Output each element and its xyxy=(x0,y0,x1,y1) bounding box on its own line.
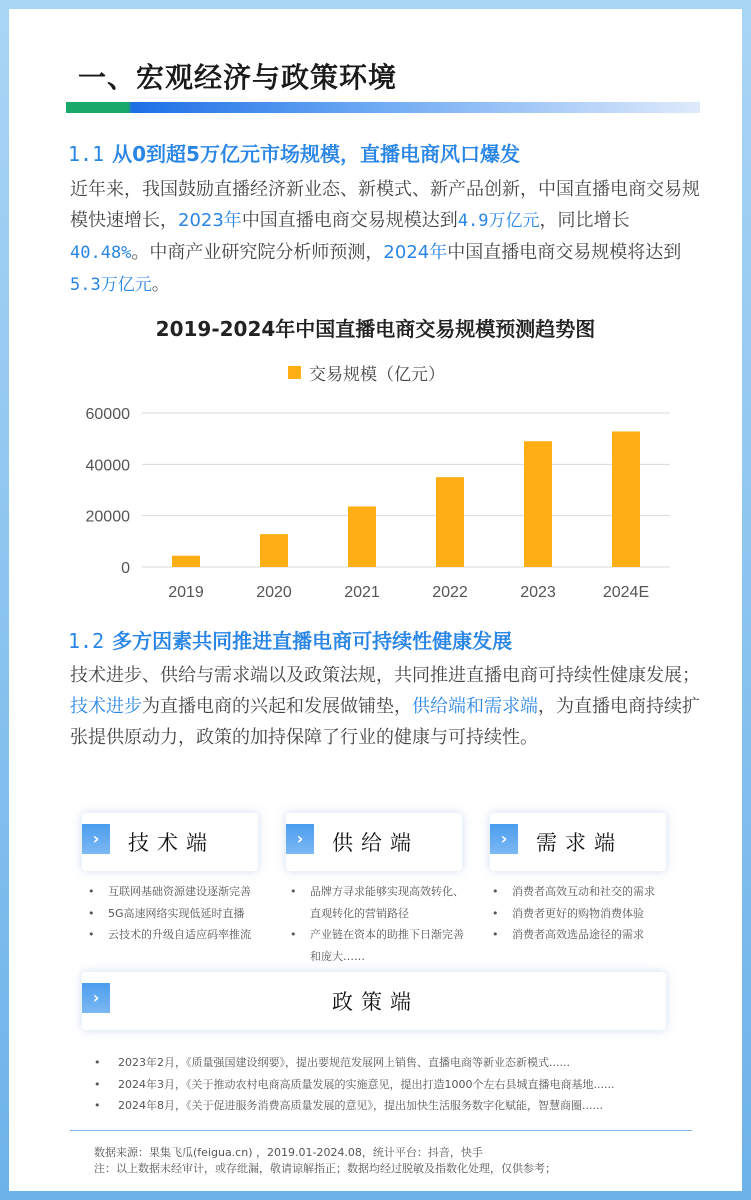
card-policy xyxy=(82,972,666,1030)
bar xyxy=(172,556,200,567)
list-item: • 2023年2月，《质量强国建设纲要》，提出要规范发展网上销售、直播电商等新业态新模式...... xyxy=(94,1052,694,1074)
s2-text-3: ，为直播电商持续扩张提供原动力，政策的加持保障了行业的健康与可持续性。 xyxy=(70,696,700,748)
list-item: • 产业链在资本的助推下日渐完善和庞大…… xyxy=(290,924,468,967)
page-title: 一、宏观经济与政策环境 xyxy=(78,61,398,94)
card-tech-list xyxy=(88,881,278,946)
card-demand-label: 需求端 xyxy=(536,831,623,855)
card-demand xyxy=(490,813,666,871)
list-item: • 品牌方寻求能够实现高效转化、直观转化的营销路径 xyxy=(290,881,468,924)
footer-note: 注：以上数据未经审计，或存纰漏，敬请谅解指正；数据均经过脱敏及指数化处理，仅供参考； xyxy=(94,1162,556,1175)
section-1-heading xyxy=(68,138,520,167)
s2-highlight-supply-demand: 供给端和需求端 xyxy=(412,696,538,717)
section-1-paragraph xyxy=(70,174,702,301)
x-tick-label: 2019 xyxy=(168,584,204,601)
s1-highlight-value-2024: 5.3万亿元 xyxy=(70,275,152,295)
x-tick-label: 2024E xyxy=(602,584,650,601)
list-item: • 互联网基础资源建设逐渐完善 xyxy=(88,881,278,903)
y-tick-label: 40000 xyxy=(85,457,130,475)
x-tick-label: 2022 xyxy=(432,584,468,601)
section-1-number: 1.1 xyxy=(68,142,105,166)
s1-text-5: 中国直播电商交易规模将达到 xyxy=(447,242,682,263)
chevron-right-icon: › xyxy=(286,824,314,854)
card-policy-list xyxy=(94,1052,694,1117)
chevron-right-icon: › xyxy=(490,824,518,854)
list-item: • 2024年8月，《关于促进服务消费高质量发展的意见》，提出加快生活服务数字化赋能，智慧商圈...... xyxy=(94,1095,694,1117)
x-tick-label: 2023 xyxy=(520,584,556,601)
bar-chart xyxy=(60,395,700,610)
s1-highlight-2023: 2023年 xyxy=(178,210,242,231)
list-item: • 2024年3月，《关于推动农村电商高质量发展的实施意见，提出打造1000个左右县城直播电商基地...... xyxy=(94,1074,694,1096)
s1-highlight-growth: 40.48% xyxy=(70,243,132,263)
s1-highlight-2024: 2024年 xyxy=(383,242,448,263)
s1-text-3: ，同比增长 xyxy=(539,210,630,231)
chevron-right-icon: › xyxy=(82,983,110,1013)
card-tech-label: 技术端 xyxy=(128,831,215,855)
chevron-right-icon: › xyxy=(82,824,110,854)
list-item: • 消费者高效选品途径的需求 xyxy=(492,924,682,946)
chart-title: 2019-2024年中国直播电商交易规模预测趋势图 xyxy=(155,317,596,341)
bar xyxy=(524,441,552,567)
card-supply-list xyxy=(290,881,468,967)
s1-text-4: 。中商产业研究院分析师预测， xyxy=(131,242,384,263)
title-underline-bar xyxy=(66,102,700,113)
card-demand-list xyxy=(492,881,682,946)
s1-text-2: 中国直播电商交易规模达到 xyxy=(241,210,458,231)
y-tick-label: 20000 xyxy=(85,508,130,526)
s1-text-1: 近年来，我国鼓励直播经济新业态、新模式、新产品创新，中国直播电商交易规模快速增长， xyxy=(70,179,700,231)
card-supply xyxy=(286,813,462,871)
bar xyxy=(348,506,376,567)
list-item: • 消费者更好的购物消费体验 xyxy=(492,903,682,925)
x-tick-label: 2020 xyxy=(256,584,292,601)
bar xyxy=(436,477,464,567)
section-1-title: 从0到超5万亿元市场规模，直播电商风口爆发 xyxy=(112,142,520,166)
list-item: • 云技术的升级自适应码率推流 xyxy=(88,924,278,946)
card-policy-label: 政策端 xyxy=(332,990,419,1014)
s2-text-2: 为直播电商的兴起和发展做铺垫， xyxy=(142,696,412,717)
card-supply-label: 供给端 xyxy=(332,831,419,855)
bar xyxy=(260,534,288,567)
x-tick-label: 2021 xyxy=(344,584,380,601)
y-tick-label: 60000 xyxy=(85,406,130,423)
footer-source: 数据来源：果集飞瓜(feigua.cn) ，2019.01-2024.08，统计平台：抖音，快手 xyxy=(94,1146,483,1159)
list-item: • 消费者高效互动和社交的需求 xyxy=(492,881,682,903)
chart-legend xyxy=(288,360,445,385)
y-tick-label: 0 xyxy=(121,560,130,577)
s2-text-1: 技术进步、供给与需求端以及政策法规，共同推进直播电商可持续性健康发展； xyxy=(70,665,700,686)
section-2-paragraph xyxy=(70,660,702,753)
footer-divider xyxy=(70,1130,692,1131)
section-2-number: 1.2 xyxy=(68,629,105,653)
list-item: • 5G高速网络实现低延时直播 xyxy=(88,903,278,925)
footer xyxy=(94,1145,556,1177)
s1-highlight-value-2023: 4.9万亿元 xyxy=(457,211,540,231)
section-2-title: 多方因素共同推进直播电商可持续性健康发展 xyxy=(112,629,513,653)
legend-label: 交易规模（亿元） xyxy=(309,365,445,385)
bar xyxy=(612,431,640,567)
card-tech xyxy=(82,813,258,871)
section-2-heading xyxy=(68,625,512,654)
s2-highlight-tech: 技术进步 xyxy=(70,696,142,717)
s1-text-6: 。 xyxy=(151,274,170,295)
legend-swatch xyxy=(288,366,301,379)
